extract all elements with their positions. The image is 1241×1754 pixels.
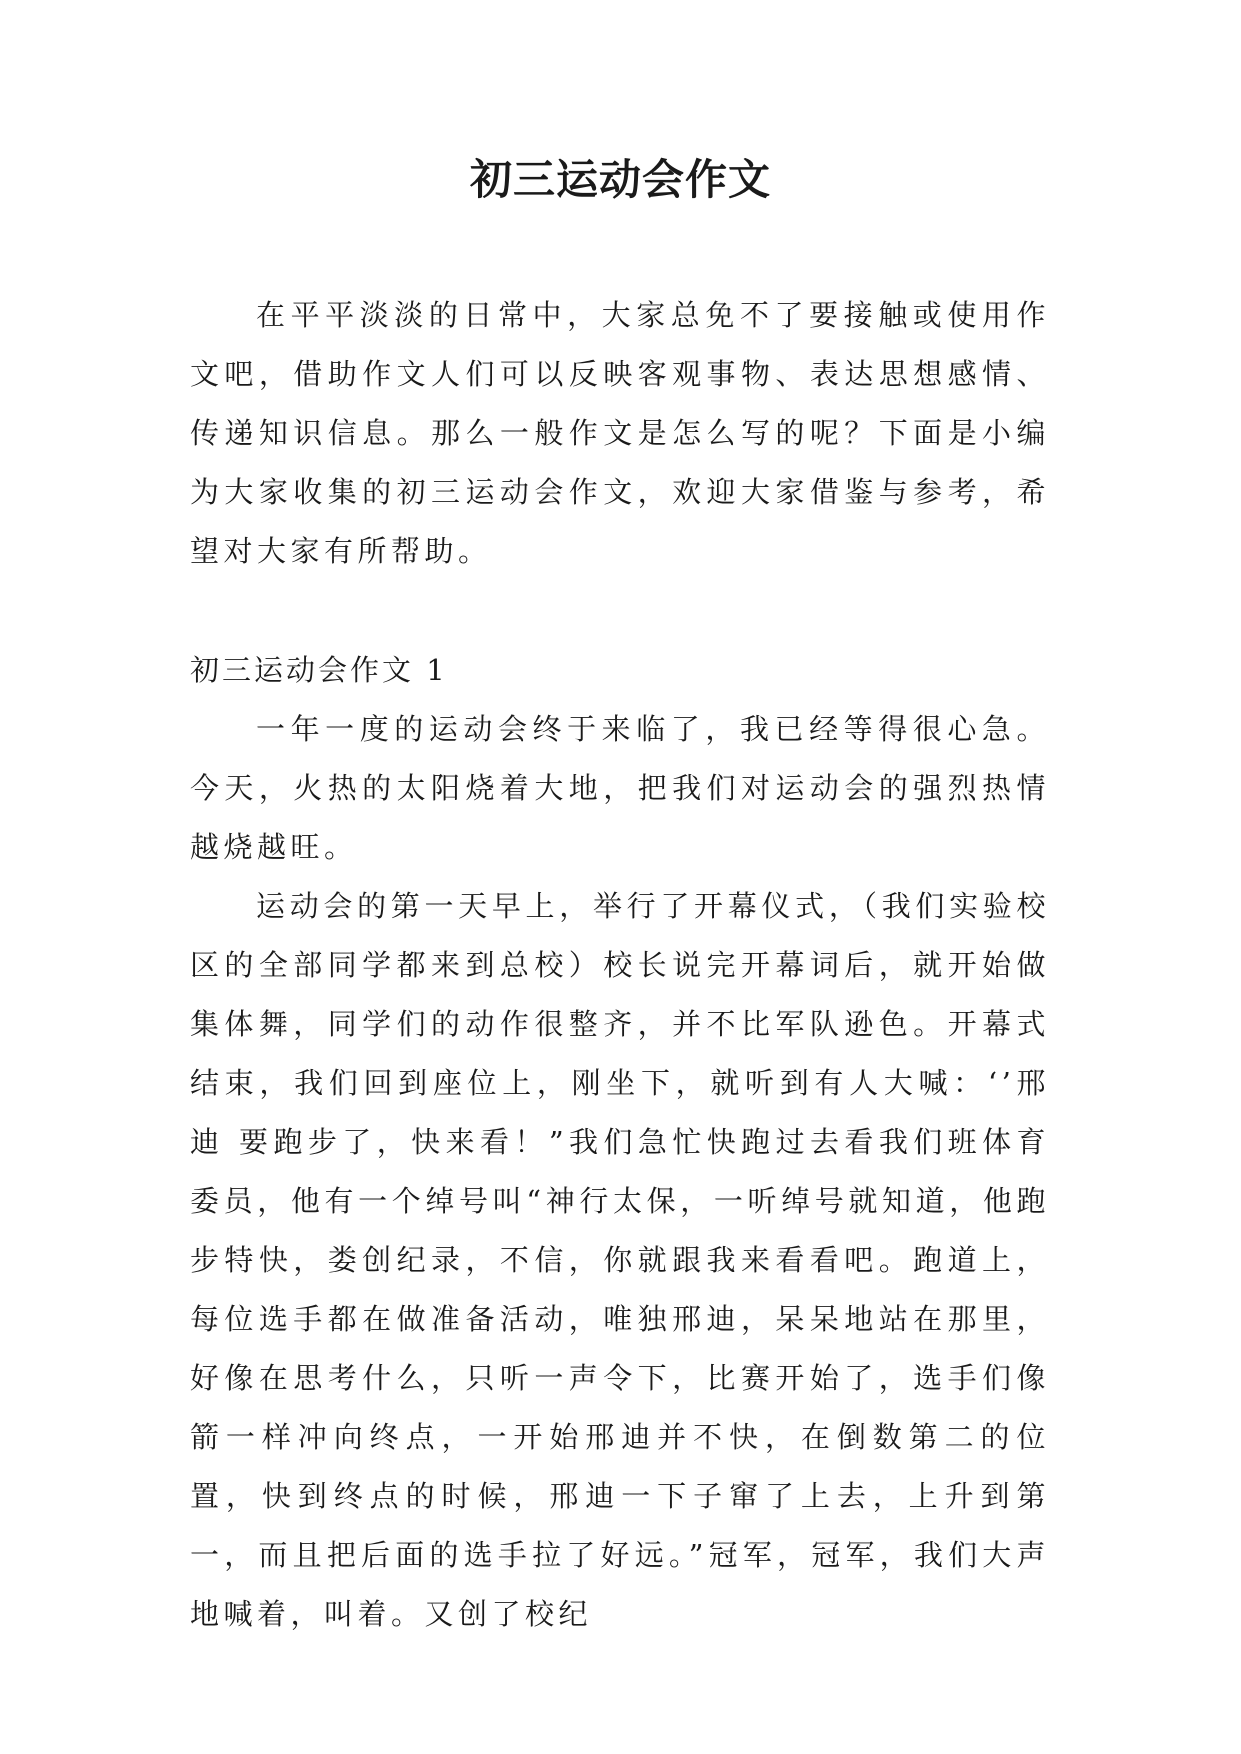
- intro-paragraph: 在平平淡淡的日常中，大家总免不了要接触或使用作文吧，借助作文人们可以反映客观事物、表达思想感情、传递知识信息。那么一般作文是怎么写的呢？下面是小编为大家收集的初三运动会作文，欢迎大家借鉴与参考，希望对大家有所帮助。: [190, 298, 1050, 568]
- section-heading: 初三运动会作文 1: [190, 653, 448, 687]
- body-paragraph-2: 运动会的第一天早上，举行了开幕仪式，（我们实验校区的全部同学都来到总校）校长说完开幕词后，就开始做集体舞，同学们的动作很整齐，并不比军队逊色。开幕式结束，我们回到座位上，刚坐下，就听到有人大喊：‘’邢迪 要跑步了，快来看！”我们急忙快跑过去看我们班体育委员，他有一个绰号叫“神行太保，一听绰号就知道，他跑步特快，娄创纪录，不信，你就跟我来看看吧。跑道上，每位选手都在做准备活动，唯独邢迪，呆呆地站在那里，好像在思考什么，只听一声令下，比赛开始了，选手们像箭一样冲向终点，一开始邢迪并不快，在倒数第二的位置，快到终点的时候，邢迪一下子窜了上去，上升到第一，而且把后面的选手拉了好远。”冠军，冠军，我们大声地喊着，叫着。又创了校纪: [190, 889, 1050, 1631]
- body-paragraph-1: 一年一度的运动会终于来临了，我已经等得很心急。今天，火热的太阳烧着大地，把我们对运动会的强烈热情越烧越旺。: [190, 712, 1050, 864]
- document-title: 初三运动会作文: [469, 155, 771, 204]
